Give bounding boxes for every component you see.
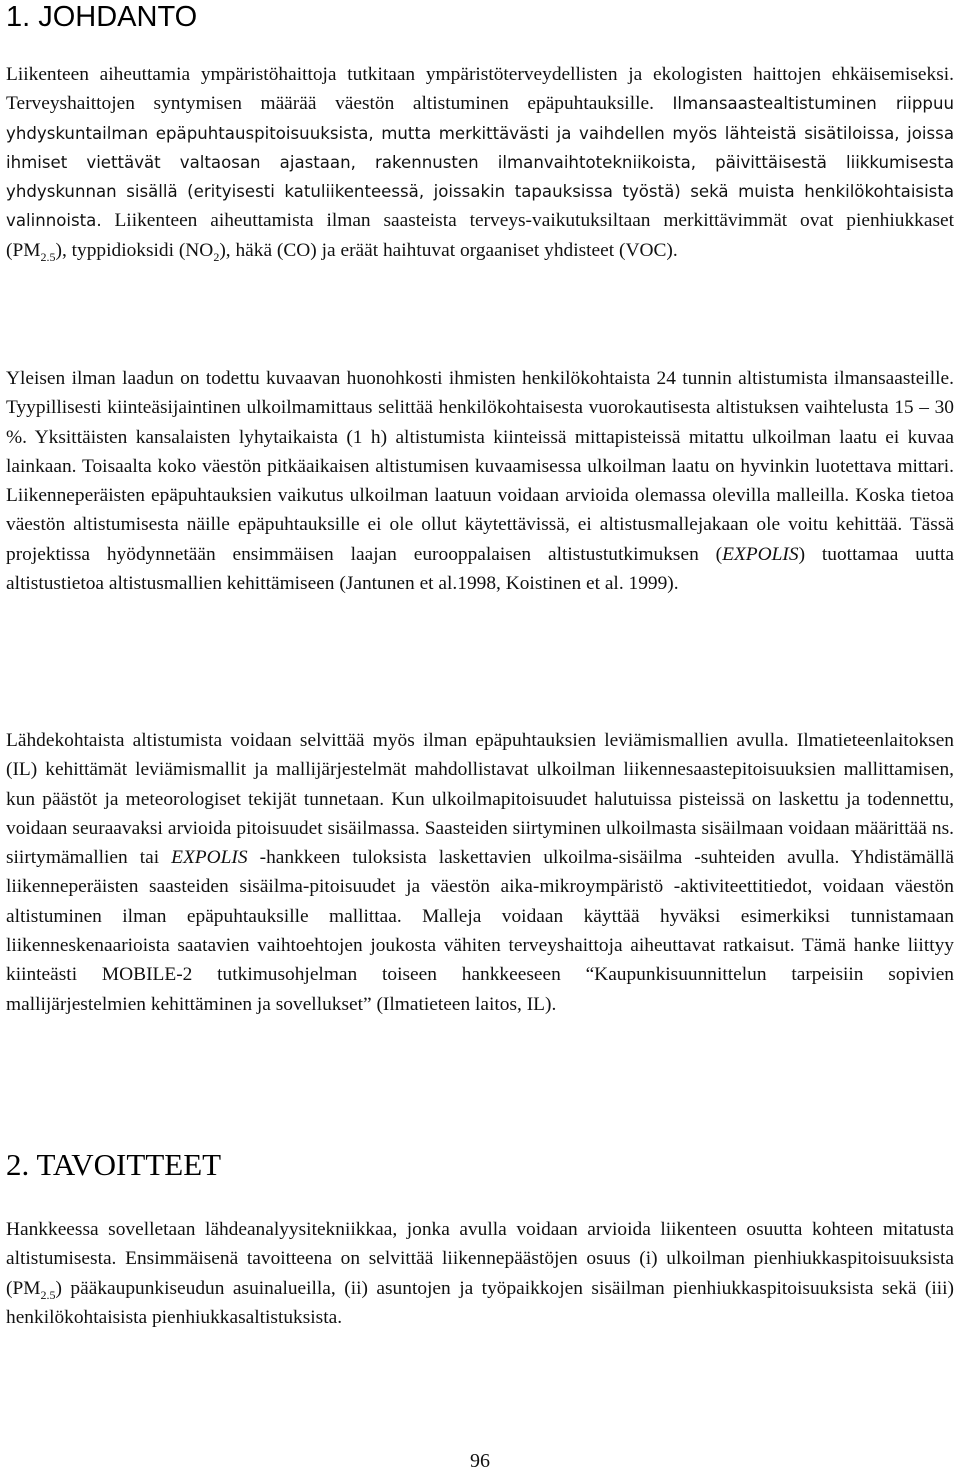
paragraph-1-part-c: Liikenteen aiheuttamista ilman saasteista terveys-vaikutuksiltaan merkittävimmät ovat pienhiukkaset (PM	[6, 210, 954, 261]
paragraph-2	[6, 364, 954, 598]
page-number: 96	[470, 1450, 490, 1472]
paragraph-1-part-b: Ilmansaastealtistuminen riippuu yhdyskuntailman epäpuhtauspitoisuuksista, mutta merkittävästi ja vaihdellen myös lähteistä sisätiloissa, joissa ihmiset viettävät valtaosan ajastaan, rakennusten ilmanvaihtotekniikoista, päivittäisestä liikkumisesta yhdyskunnan sisällä (erityisesti katuliikenteessä, joissakin tapauksissa työstä) sekä muista henkilökohtaisista valinnoista.	[6, 94, 954, 231]
paragraph-3-part-a: Lähdekohtaista altistumista voidaan selvittää myös ilman epäpuhtauksien leviämismallien avulla. Ilmatieteenlaitoksen (IL) kehittämät leviämismallit ja mallijärjestelmät mahdollistavat ulkoilman liikennesaastepitoisuuksien mallittamisen, kun päästöt ja meteorologiset tekijät tunnetaan. Kun ulkoilmapitoisuudet halutuissa pisteissä on laskettu ja todennettu, voidaan seuraavaksi arvioida pitoisuudet sisäilmassa. Saasteiden siirtyminen ulkoilmasta sisäilmaan voidaan määrittää ns. siirtymämallien tai	[6, 730, 954, 869]
paragraph-2-part-b: ) tuottamaa uutta altistustietoa altistusmallien kehittämiseen (Jantunen et al.1998, Koistinen et al. 1999).	[6, 543, 954, 595]
paragraph-3-part-b: -hankkeen tuloksista laskettavien ulkoilma-sisäilma -suhteiden avulla. Yhdistämällä liikenneperäisten saasteiden sisäilma-pitoisuudet ja väestön aika-mikroympäristö -aktiviteettitiedot, voidaan väestön altistuminen ilman epäpuhtauksille mallittaa. Malleja voidaan käyttää hyväksi esimerkiksi tunnistamaan liikenneskenaarioista saatavien vaihtoehtojen joukosta vähiten terveyshaittoja aiheuttavat ratkaisut. Tämä hanke liittyy kiinteästi MOBILE-2 tutkimusohjelman toiseen hankkeeseen “Kaupunkisuunnittelun tarpeisiin sopivien mallijärjestelmien kehittäminen ja sovellukset” (Ilmatieteen laitos, IL).	[6, 847, 954, 1015]
paragraph-4-part-b: ) pääkaupunkiseudun asuinalueilla, (ii) asuntojen ja työpaikkojen sisäilman pienhiukkaspitoisuuksista sekä (iii) henkilökohtaisista pienhiukkasaltistuksista.	[6, 1277, 954, 1328]
paragraph-4	[6, 1215, 954, 1332]
paragraph-4-part-a: Hankkeessa sovelletaan lähdeanalyysitekniikkaa, jonka avulla voidaan arvioida liikenteen osuutta kohteen mitatusta altistumisesta. Ensimmäisenä tavoitteena on selvittää liikennepäästöjen osuus (i) ulkoilman pienhiukkaspitoisuuksista (PM	[6, 1219, 954, 1299]
paragraph-1-part-e: ), häkä (CO) ja eräät haihtuvat orgaaniset yhdisteet (VOC).	[219, 239, 678, 261]
expolis-emphasis: EXPOLIS	[171, 847, 248, 869]
expolis-emphasis: EXPOLIS	[722, 543, 799, 565]
paragraph-3	[6, 726, 954, 1019]
pm-subscript: 2.5	[40, 249, 56, 264]
paragraph-1	[6, 60, 954, 265]
section-heading-johdanto: 1. JOHDANTO	[6, 1, 198, 33]
section-heading-tavoitteet: 2. TAVOITTEET	[6, 1147, 222, 1182]
pm-subscript: 2.5	[40, 1287, 56, 1302]
no2-subscript: 2	[213, 249, 220, 264]
paragraph-1-part-d: ), typpidioksidi (NO	[55, 239, 214, 261]
paragraph-2-part-a: Yleisen ilman laadun on todettu kuvaavan huonohkosti ihmisten henkilökohtaista 24 tunnin altistumista ilmansaasteille. Tyypillisesti kiinteäsijaintinen ulkoilmamittaus selittää henkilökohtaisesta vuorokautisesta altistuksen vaihtelusta 15 – 30 %. Yksittäisten kansalaisten lyhytaikaista (1 h) altistumista kiinteissä mittapisteissä mitattu ulkoilman laatu ei kuvaa lainkaan. Toisaalta koko väestön pitkäaikaisen altistumisen kuvaamisessa ulkoilman laatu on hyvinkin luotettava mittari. Liikenneperäisten epäpuhtauksien vaikutus ulkoilman laatuun voidaan arvioida olemassa olevilla malleilla. Koska tietoa väestön altistumisesta näille epäpuhtauksille ei ole ollut käytettävissä, ei altistusmallejakaan ole voitu kehittää. Tässä projektissa hyödynnetään ensimmäisen laajan eurooppalaisen altistustutkimuksen (	[6, 368, 954, 565]
paragraph-1-part-a: Liikenteen aiheuttamia ympäristöhaittoja tutkitaan ympäristöterveydellisten ja ekologisten haittojen ehkäisemiseksi. Terveyshaittojen syntymisen määrää väestön altistuminen epäpuhtauksille.	[6, 64, 954, 115]
